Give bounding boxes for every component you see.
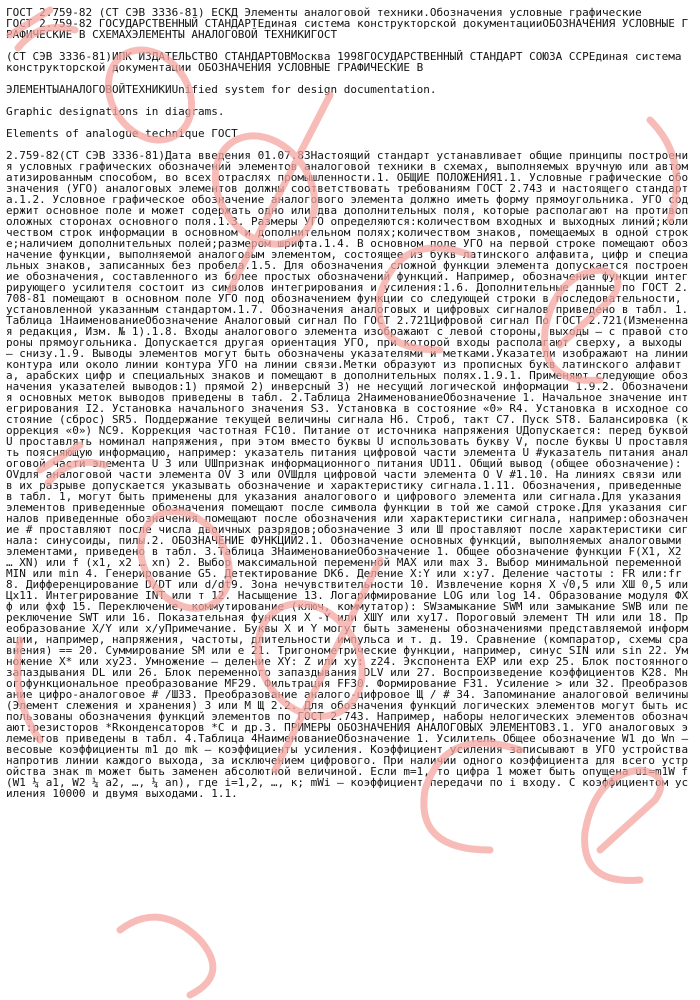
graphic-designations-paragraph: Graphic designations in diagrams.: [6, 105, 225, 118]
publisher-paragraph: (СТ СЭВ 3336-81)ИПК ИЗДАТЕЛЬСТВО СТАНДАРТОВМосква 1998ГОСУДАРСТВЕННЫЙ СТАНДАРТ СОЮЗА ССРЕдиная система конструкторской документации ОБОЗНАЧЕНИЯ УСЛОВНЫЕ ГРАФИЧЕСКИЕ В: [6, 50, 689, 74]
document-body: 2.759-82(СТ СЭВ 3336-81)Дата введения 01.07.83Настоящий стандарт устанавливает общие принципы построения условных графических обозначений элементов аналоговой техники в схемах, выполняемых вручную или автоматизированным способом, во всех отраслях промышленности.1. ОБЩИЕ ПОЛОЖЕНИЯ1.1. Условные графические обозначения (УГО) аналоговых элементов должны соответствовать требованиям ГОСТ 2.743 и настоящего стандарта.1.2. Условное графическое обозначение аналогового элемента должно иметь форму прямоугольника. УГО содержит основное поле и может содержать одно или два дополнительных поля, которые располагают на противоположных сторонах основного поля.1.3. Размеры УГО определяются:количеством входных и выходных линий;количеством строк информации в основном и дополнительном полях;количеством знаков, помещаемых в одной строке;наличием дополнительных полей;размером шрифта.1.4. В основном поле УГО на первой строке помещают обозначение функции, выполняемой аналоговым элементом, состоящее из букв латинского алфавита, цифр и специальных знаков, записанных без пробела.1.5. Для обозначения сложной функции элемента допускается построение обозначения, составленного из более простых обозначений функций. Например, обозначение функции интегрирующего усилителя состоит из символов интегрирования и усиления:1.6. Дополнительные данные по ГОСТ 2.708-81 помещают в основном поле УГО под обозначением функции со следующей строки в последовательности, установленной указанным стандартом.1.7. Обозначения аналоговых и цифровых сигналов приведено в табл. 1.Таблица 1НаименованиеОбозначение Аналоговый сигнал По ГОСТ 2.721Цифровой сигнал По ГОСТ 2.721(Измененная редакция, Изм. № 1).1.8. Входы аналогового элемента изображают с левой стороны, выходы — с правой стороны прямоугольника. Допускается другая ориентация УГО, при которой входы располагают сверху, а выходы — снизу.1.9. Выводы элементов могут быть обозначены указателями и метками.Указатели изображают на линии контура или около линии контура УГО на линии связи.Метки образуют из прописных букв латинского алфавита, арабских цифр и специальных знаков и помещают в дополнительных полях.1.9.1. Применяют следующие обозначения указателей выводов:1) прямой 2) инверсный 3) не несущий логической информации 1.9.2. Обозначения основных меток выводов приведены в табл. 2.Таблица 2НаименованиеОбозначение 1. Начальное значение интегрирования I2. Установка начального значения S3. Установка в состояние «0» R4. Установка в исходное состояние (сброс) SR5. Поддержание текущей величины сигнала H6. Строб, такт C7. Пуск ST8. Балансировка (коррекция «0») NC9. Коррекция частотная FC10. Питание от источника напряжения UДопускается: перед буквой U проставлять номинал напряжения, при этом вместо буквы U использовать букву V, после буквы U проставлять поясняющую информацию, например: указатель питания цифровой части элемента U #указатель питания аналоговой части элемента U З или UШпризнак информационного питания UD11. Общий вывод (общее обозначение): OVдля аналоговой части элемента OV З или OVШдля цифровой части элемента O V #1.10. На линиях связи или в их разрыве допускается указывать обозначение и характеристику сигнала.1.11. Обозначения, приведенные в табл. 1, могут быть применены для указания аналогового и цифрового элемента или сигнала.Для указания элементов приведенные обозначения помещают после символа функции в той же самой строке.Для указания сигналов приведенные обозначения помещают после обозначения или характеристики сигнала, например:обозначение # проставляют после числа двоичных разрядов;обозначение З или Ш проставляют после характеристики сигнала: синусоиды, пилы.2. ОБОЗНАЧЕНИЕ ФУНКЦИЙ2.1. Обозначение основных функций, выполняемых аналоговыми элементами, приведено в табл. 3.Таблица 3НаименованиеОбозначение 1. Общее обозначение функции F(X1, X2 … XN) или f (x1, x2 … xn) 2. Выбор максимальной переменной MAX или max 3. Выбор минимальной переменной MIN или min 4. Генерирование G5. Детектирование DK6. Деление X:Y или x:y7. Деление частоты : FR или:fr8. Дифференцирование D/DT или d/dt9. Зона нечувствительности 10. Извлечение корня X √0,5 или XШ 0,5 или Цх11. Интегрирование INT или т 12. Насыщение 13. Логарифмирование LOG или log 14. Образование модуля ФXф или фxф 15. Переключение, коммутирование (ключ, коммутатор): SWзамыкание SWM или замыкание SWB или переключение SWT или 16. Показательная функция X -Y или XШY или xy17. Пороговый элемент TH или или 18. Преобразование X/Y или x/yПримечание. Буквы X и Y могут быть заменены обозначениями представляемой информации, например, напряжения, частоты, длительности импульса и т. д. 19. Сравнение (компаратор, схемы сравнения) == 20. Суммирование SM или е 21. Тригонометрические функции, например, синус SIN или sin 22. Умножение X* или xy23. Умножение — деление XY: Z или xy: z24. Экспонента EXP или exp 25. Блок постоянного запаздывания DL или 26. Блок переменного запаздывания DLV или 27. Воспроизведение коэффициентов K28. Многофункциональное преобразование MF29. Фильтрация FF30. Формирование F31. Усиление > или 32. Преобразование цифро-аналоговое # /ШЗ3. Преобразование аналого-цифровое Щ / # 34. Запоминание аналоговой величины (Элемент слежения и хранения) З или М Щ 2.2. Для обозначения функций логических элементов могут быть использованы обозначения функций элементов по ГОСТ 2.743. Например, наборы нелогических элементов обозначают:резисторов *Rконденсаторов *C и др.3. ПРИМЕРЫ ОБОЗНАЧЕНИЯ АНАЛОГОВЫХ ЭЛЕМЕНТОВ3.1. УГО аналоговых элементов приведены в табл. 4.Таблица 4НаименованиеОбозначение 1. Усилитель Общее обозначение W1 до Wn — весовые коэффициенты m1 до mk — коэффициенты усиления. Коэффициент усиления записывают в УГО устройства напротив линии каждого выхода, за исключением цифрового. При наличии одного коэффициента для всего устройства знак m может быть заменен абсолютной величиной. Если m=1, то цифра 1 может быть опущена ui=m1W f(W1 ¼ a1, W2 ¼ a2, …, ¼ an), где i=1,2, …, к; mWi — коэффициент передачи по i входу. С коэффициентом усиления 10000 и двумя выходами. 1.1.: [6, 149, 695, 800]
analogue-technique-paragraph: Elements of analogue technique ГОСТ: [6, 127, 238, 140]
document-header: ГОСТ 2.759-82 (СТ СЭВ 3336-81) ЕСКД Элементы аналоговой техники.Обозначения условные графические ГОСТ 2.759-82 ГОСУДАРСТВЕННЫЙ СТАНДАРТЕдиная система конструкторской документацииОБОЗНАЧЕНИЯ УСЛОВНЫЕ ГРАФИЧЕСКИЕ В СХЕМАХЭЛЕМЕНТЫ АНАЛОГОВОЙ ТЕХНИКИГОСТ: [6, 6, 689, 41]
elements-paragraph: ЭЛЕМЕНТЫАНАЛОГОВОЙТЕХНИКИUnified system for design documentation.: [6, 83, 437, 96]
